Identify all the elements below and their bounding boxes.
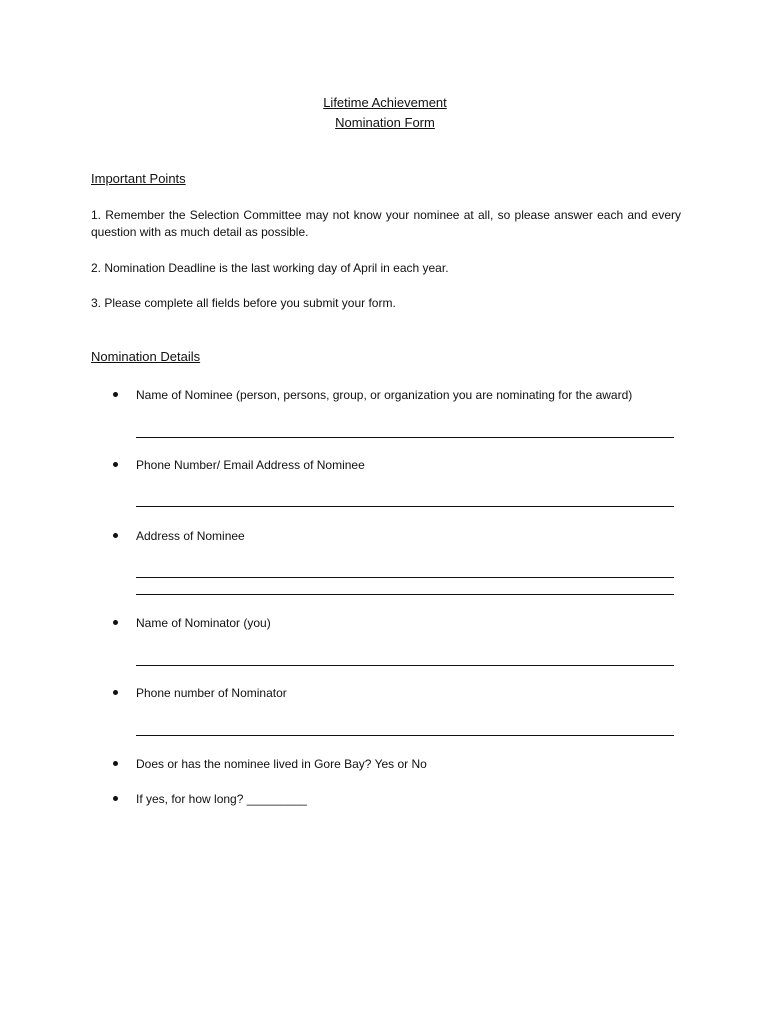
field-label: Address of Nominee [136,529,245,543]
field-label: If yes, for how long? _________ [136,792,307,806]
nominator-phone-blank[interactable] [136,735,674,736]
field-label: Name of Nominee (person, persons, group, or organization you are nominating for the award) [136,388,633,402]
bullet-icon [113,392,118,397]
bullet-icon [113,620,118,625]
form-title-line-2: Nomination Form [335,115,435,130]
bullet-icon [113,533,118,538]
field-label: Phone number of Nominator [136,686,287,700]
bullet-icon [113,761,118,766]
field-label: Does or has the nominee lived in Gore Bay? Yes or No [136,757,427,771]
bullet-icon [113,690,118,695]
nominee-address-blank-1[interactable] [136,577,674,578]
important-points-heading: Important Points [91,171,186,186]
point-3: 3. Please complete all fields before you submit your form. [91,296,396,310]
bullet-icon [113,796,118,801]
field-label: Name of Nominator (you) [136,616,271,630]
bullet-icon [113,462,118,467]
nominee-address-blank-2[interactable] [136,594,674,595]
form-title-line-1: Lifetime Achievement [323,95,447,110]
point-1: 1. Remember the Selection Committee may not know your nominee at all, so please answer each and every question with as much detail as possible. [91,208,681,239]
point-2: 2. Nomination Deadline is the last working day of April in each year. [91,261,449,275]
nominee-name-blank[interactable] [136,437,674,438]
nominee-contact-blank[interactable] [136,506,674,507]
nomination-details-heading: Nomination Details [91,349,201,364]
nominator-name-blank[interactable] [136,665,674,666]
field-label: Phone Number/ Email Address of Nominee [136,458,365,472]
